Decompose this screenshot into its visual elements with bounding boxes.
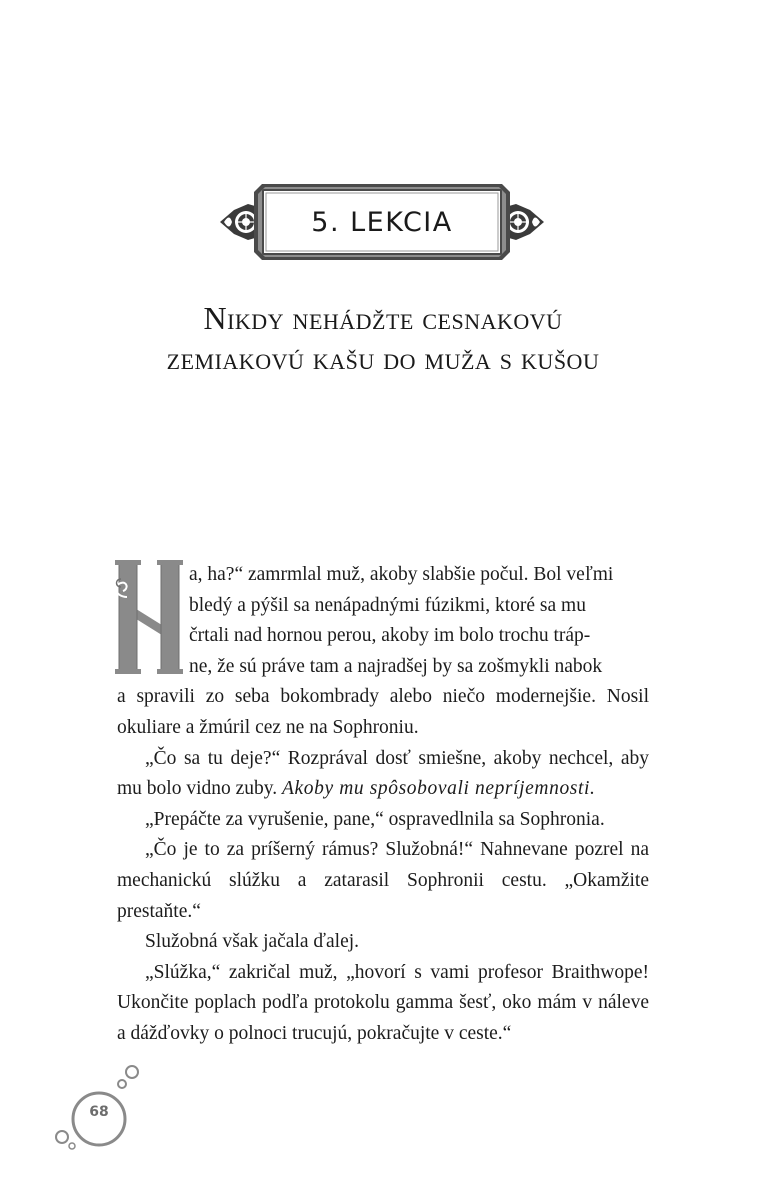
paragraph-3: „Prepáčte za vyrušenie, pane,“ ospravedlnila sa Sophronia. <box>145 808 605 830</box>
body-text <box>117 560 649 1050</box>
paragraph-6: „Slúžka,“ zakričal muž, „hovorí s vami profesor Braithwope! Ukončite poplach podľa protokolu gamma šesť, oko mám v náleve a dážďovky o polnoci trucujú, pokračujte v ceste.“ <box>117 961 649 1044</box>
paragraph-1-line-4: ne, že sú práve tam a najradšej by sa zošmykli nabok <box>189 655 603 677</box>
paragraph-1-rest: a spravili zo seba bokombrady alebo niečo modernejšie. Nosil okuliare a žmúril cez ne na Sophroniu. <box>117 686 649 738</box>
chapter-title <box>60 298 706 378</box>
paragraph-4: „Čo je to za príšerný rámus? Služobná!“ Nahnevane pozrel na mechanickú slúžku a zatarasil Sophronii cestu. „Okamžite prestaňte.“ <box>117 839 649 922</box>
paragraph-2-text: „Čo sa tu deje?“ Rozprával dosť smiešne, akoby nechcel, aby mu bolo vidno zuby. <box>117 747 649 800</box>
page-number: 68 <box>89 1104 109 1120</box>
paragraph-2-italic: Akoby mu spôsobovali nepríjemnosti. <box>282 778 596 800</box>
chapter-title-line-1: Nikdy nehádžte cesnakovú <box>203 300 563 336</box>
paragraph-1-line-3: črtali nad hornou perou, akoby im bolo trochu tráp- <box>189 625 591 647</box>
paragraph-5: Služobná však jačala ďalej. <box>145 931 360 953</box>
chapter-number-label: 5. LEKCIA <box>311 206 453 238</box>
paragraph-1-line-1: a, ha?“ zamrmlal muž, akoby slabšie počul. Bol veľmi <box>189 564 614 585</box>
chapter-title-line-2: zemiakovú kašu do muža s kušou <box>166 340 600 376</box>
paragraph-2 <box>117 744 649 805</box>
paragraph-1 <box>117 560 649 744</box>
paragraph-1-line-2: bledý a pýšil sa nenápadnými fúzikmi, ktoré sa mu <box>189 594 586 616</box>
